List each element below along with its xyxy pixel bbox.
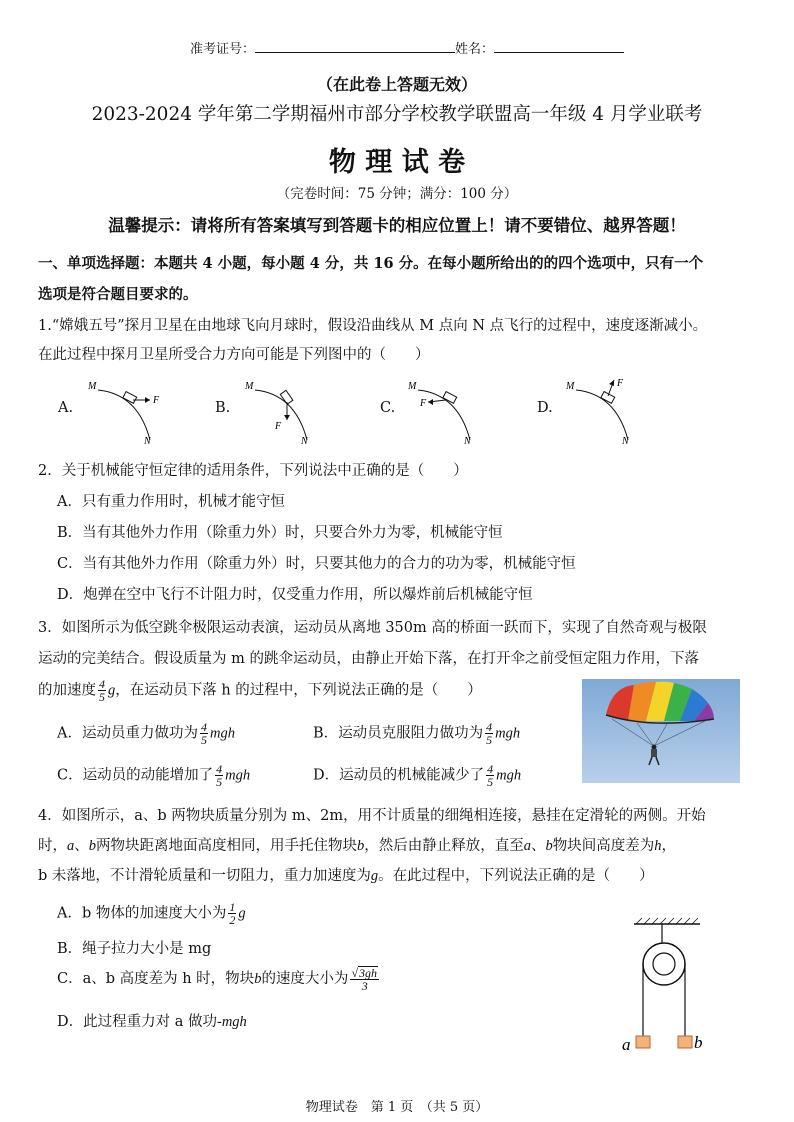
q4-line1: 4．如图所示，a、b 两物块质量分别为 m、2m，用不计质量的细绳相连接，悬挂在定滑轮的两侧。开始 xyxy=(38,808,706,824)
block-a-label: a xyxy=(622,1035,631,1054)
q1b-label-m: M xyxy=(245,381,254,392)
ceiling-hatch xyxy=(636,918,698,924)
q1b-label-n: N xyxy=(301,436,308,447)
q4-option-b: B．绳子拉力大小是 mg xyxy=(57,941,212,957)
exam-title: 2023-2024 学年第二学期福州市部分学校教学联盟高一年级 4 月学业联考 xyxy=(91,104,703,125)
q3-line3-pre: 的加速度 xyxy=(38,682,96,699)
q4-option-c: C．a、b 高度差为 h 时，物块b的速度大小为 $\frac{√3gh}{3}$ xyxy=(57,966,378,993)
q1a-label-m: M xyxy=(88,381,97,392)
tip-text: 温馨提示：请将所有答案填写到答题卡的相应位置上！请不要错位、越界答题！ xyxy=(108,216,686,235)
pulley-wheel xyxy=(643,943,685,985)
q3-option-c: C．运动员的动能增加了 $\frac{4}{5}$ mgh xyxy=(57,762,251,789)
subject-title: 物 理 试 卷 xyxy=(328,147,466,178)
q3-accel-fraction xyxy=(98,678,106,703)
q3-opt-d-frac: $\frac{4}{5}$ xyxy=(487,762,494,789)
q3-opt-c-frac: $\frac{4}{5}$ xyxy=(216,762,223,789)
section1-line2: 选项是符合题目要求的。 xyxy=(38,286,198,303)
q3-opt-b-text: B．运动员克服阻力做功为 xyxy=(313,725,484,742)
name-blank xyxy=(494,52,624,53)
q1a-label-f: F xyxy=(153,395,160,406)
q1-line2: 在此过程中探月卫星所受合力方向可能是下列图中的（ ） xyxy=(38,347,430,363)
q3-line2: 运动的完美结合。假设质量为 m 的跳伞运动员，由静止开始下落，在打开伞之前受恒定阻力作用，下落 xyxy=(38,651,699,667)
q1-diagram-d xyxy=(558,372,648,447)
q1-option-b-label: B. xyxy=(215,400,231,416)
q1-diagram-a xyxy=(80,372,170,447)
q4-option-a: A．b 物体的加速度大小为 $\frac{1}{2}$ g xyxy=(57,900,246,927)
q1-diagram-c xyxy=(400,372,490,447)
q3-opt-a-text: A．运动员重力做功为 xyxy=(57,725,198,742)
block-b-label: b xyxy=(694,1033,703,1052)
q4-opt-a-frac: $\frac{1}{2}$ xyxy=(229,900,236,927)
q1d-label-n: N xyxy=(622,436,629,447)
q1c-label-m: M xyxy=(408,381,417,392)
q3-line3 xyxy=(38,678,482,703)
q2-option-d: D．炮弹在空中飞行不计阻力时，仅受重力作用，所以爆炸前后机械能守恒 xyxy=(57,587,533,603)
q1-line1: 1.“嫦娥五号”探月卫星在由地球飞向月球时，假设沿曲线从 M 点向 N 点飞行的过程中，速度逐渐减小。 xyxy=(38,318,708,334)
q1-diagram-b xyxy=(237,372,327,447)
invalid-note: （在此卷上答题无效） xyxy=(316,75,477,94)
q3-option-d: D．运动员的机械能减少了 $\frac{4}{5}$ mgh xyxy=(313,762,522,789)
q2-option-b: B．当有其他外力作用（除重力外）时，只要合外力为零，机械能守恒 xyxy=(57,525,503,541)
q3-line1: 3．如图所示为低空跳伞极限运动表演，运动员从离地 350m 高的桥面一跃而下，实现了自然奇观与极限 xyxy=(38,620,707,636)
q4-pulley-diagram xyxy=(612,916,712,1058)
q3-frac-num: 4 xyxy=(99,677,105,691)
q3-opt-a-frac: $\frac{4}{5}$ xyxy=(200,720,207,747)
q4-line3: b 未落地，不计滑轮质量和一切阻力，重力加速度为g。在此过程中，下列说法正确的是（ ） xyxy=(38,868,654,884)
q3-frac-den: 5 xyxy=(99,690,105,704)
q3-opt-c-text: C．运动员的动能增加了 xyxy=(57,767,214,784)
exam-id-row xyxy=(190,38,624,57)
q3-option-a: A．运动员重力做功为 $\frac{4}{5}$ mgh xyxy=(57,720,235,747)
q1b-label-f: F xyxy=(275,421,282,432)
exam-id-blank xyxy=(255,52,455,53)
q1-option-a-label: A. xyxy=(58,400,74,416)
name-label: 姓名： xyxy=(455,42,495,57)
section1-line1: 一、单项选择题：本题共 4 小题，每小题 4 分，共 16 分。在每小题所给出的的四个选项中，只有一个 xyxy=(38,255,704,272)
q4-option-d: D．此过程重力对 a 做功-mgh xyxy=(57,1014,247,1030)
q4-line2: 时，a、b两物块距离地面高度相同，用手托住物块b，然后由静止释放，直至a、b物块间高度差为h， xyxy=(38,838,676,854)
q3-opt-d-text: D．运动员的机械能减少了 xyxy=(313,767,485,784)
q1a-label-n: N xyxy=(144,436,151,447)
q3-parachute-photo xyxy=(582,679,740,783)
page-footer: 物理试卷 第 1 页 （共 5 页） xyxy=(305,1100,489,1115)
q2-option-a: A．只有重力作用时，机械才能守恒 xyxy=(57,494,285,510)
block-a xyxy=(636,1036,650,1048)
q1-option-c-label: C. xyxy=(380,400,396,416)
q1d-label-m: M xyxy=(566,381,575,392)
q3-opt-b-frac: $\frac{4}{5}$ xyxy=(486,720,493,747)
q1d-label-f: F xyxy=(617,378,624,389)
time-info: （完卷时间：75 分钟；满分：100 分） xyxy=(276,186,518,202)
q2-stem: 2．关于机械能守恒定律的适用条件，下列说法中正确的是（ ） xyxy=(38,463,468,479)
q3-line3-post: ，在运动员下落 h 的过程中，下列说法正确的是（ ） xyxy=(115,682,482,699)
q2-option-c: C．当有其他外力作用（除重力外）时，只要其他力的合力的功为零，机械能守恒 xyxy=(57,556,576,572)
q3-g: g xyxy=(108,682,116,699)
block-b xyxy=(678,1036,692,1048)
q3-option-b: B．运动员克服阻力做功为 $\frac{4}{5}$ mgh xyxy=(313,720,521,747)
q1c-label-f: F xyxy=(420,398,427,409)
q1c-label-n: N xyxy=(464,436,471,447)
q1-option-d-label: D. xyxy=(537,400,553,416)
q4-opt-c-frac: $\frac{√3gh}{3}$ xyxy=(351,966,378,993)
exam-id-label: 准考证号： xyxy=(190,42,256,57)
